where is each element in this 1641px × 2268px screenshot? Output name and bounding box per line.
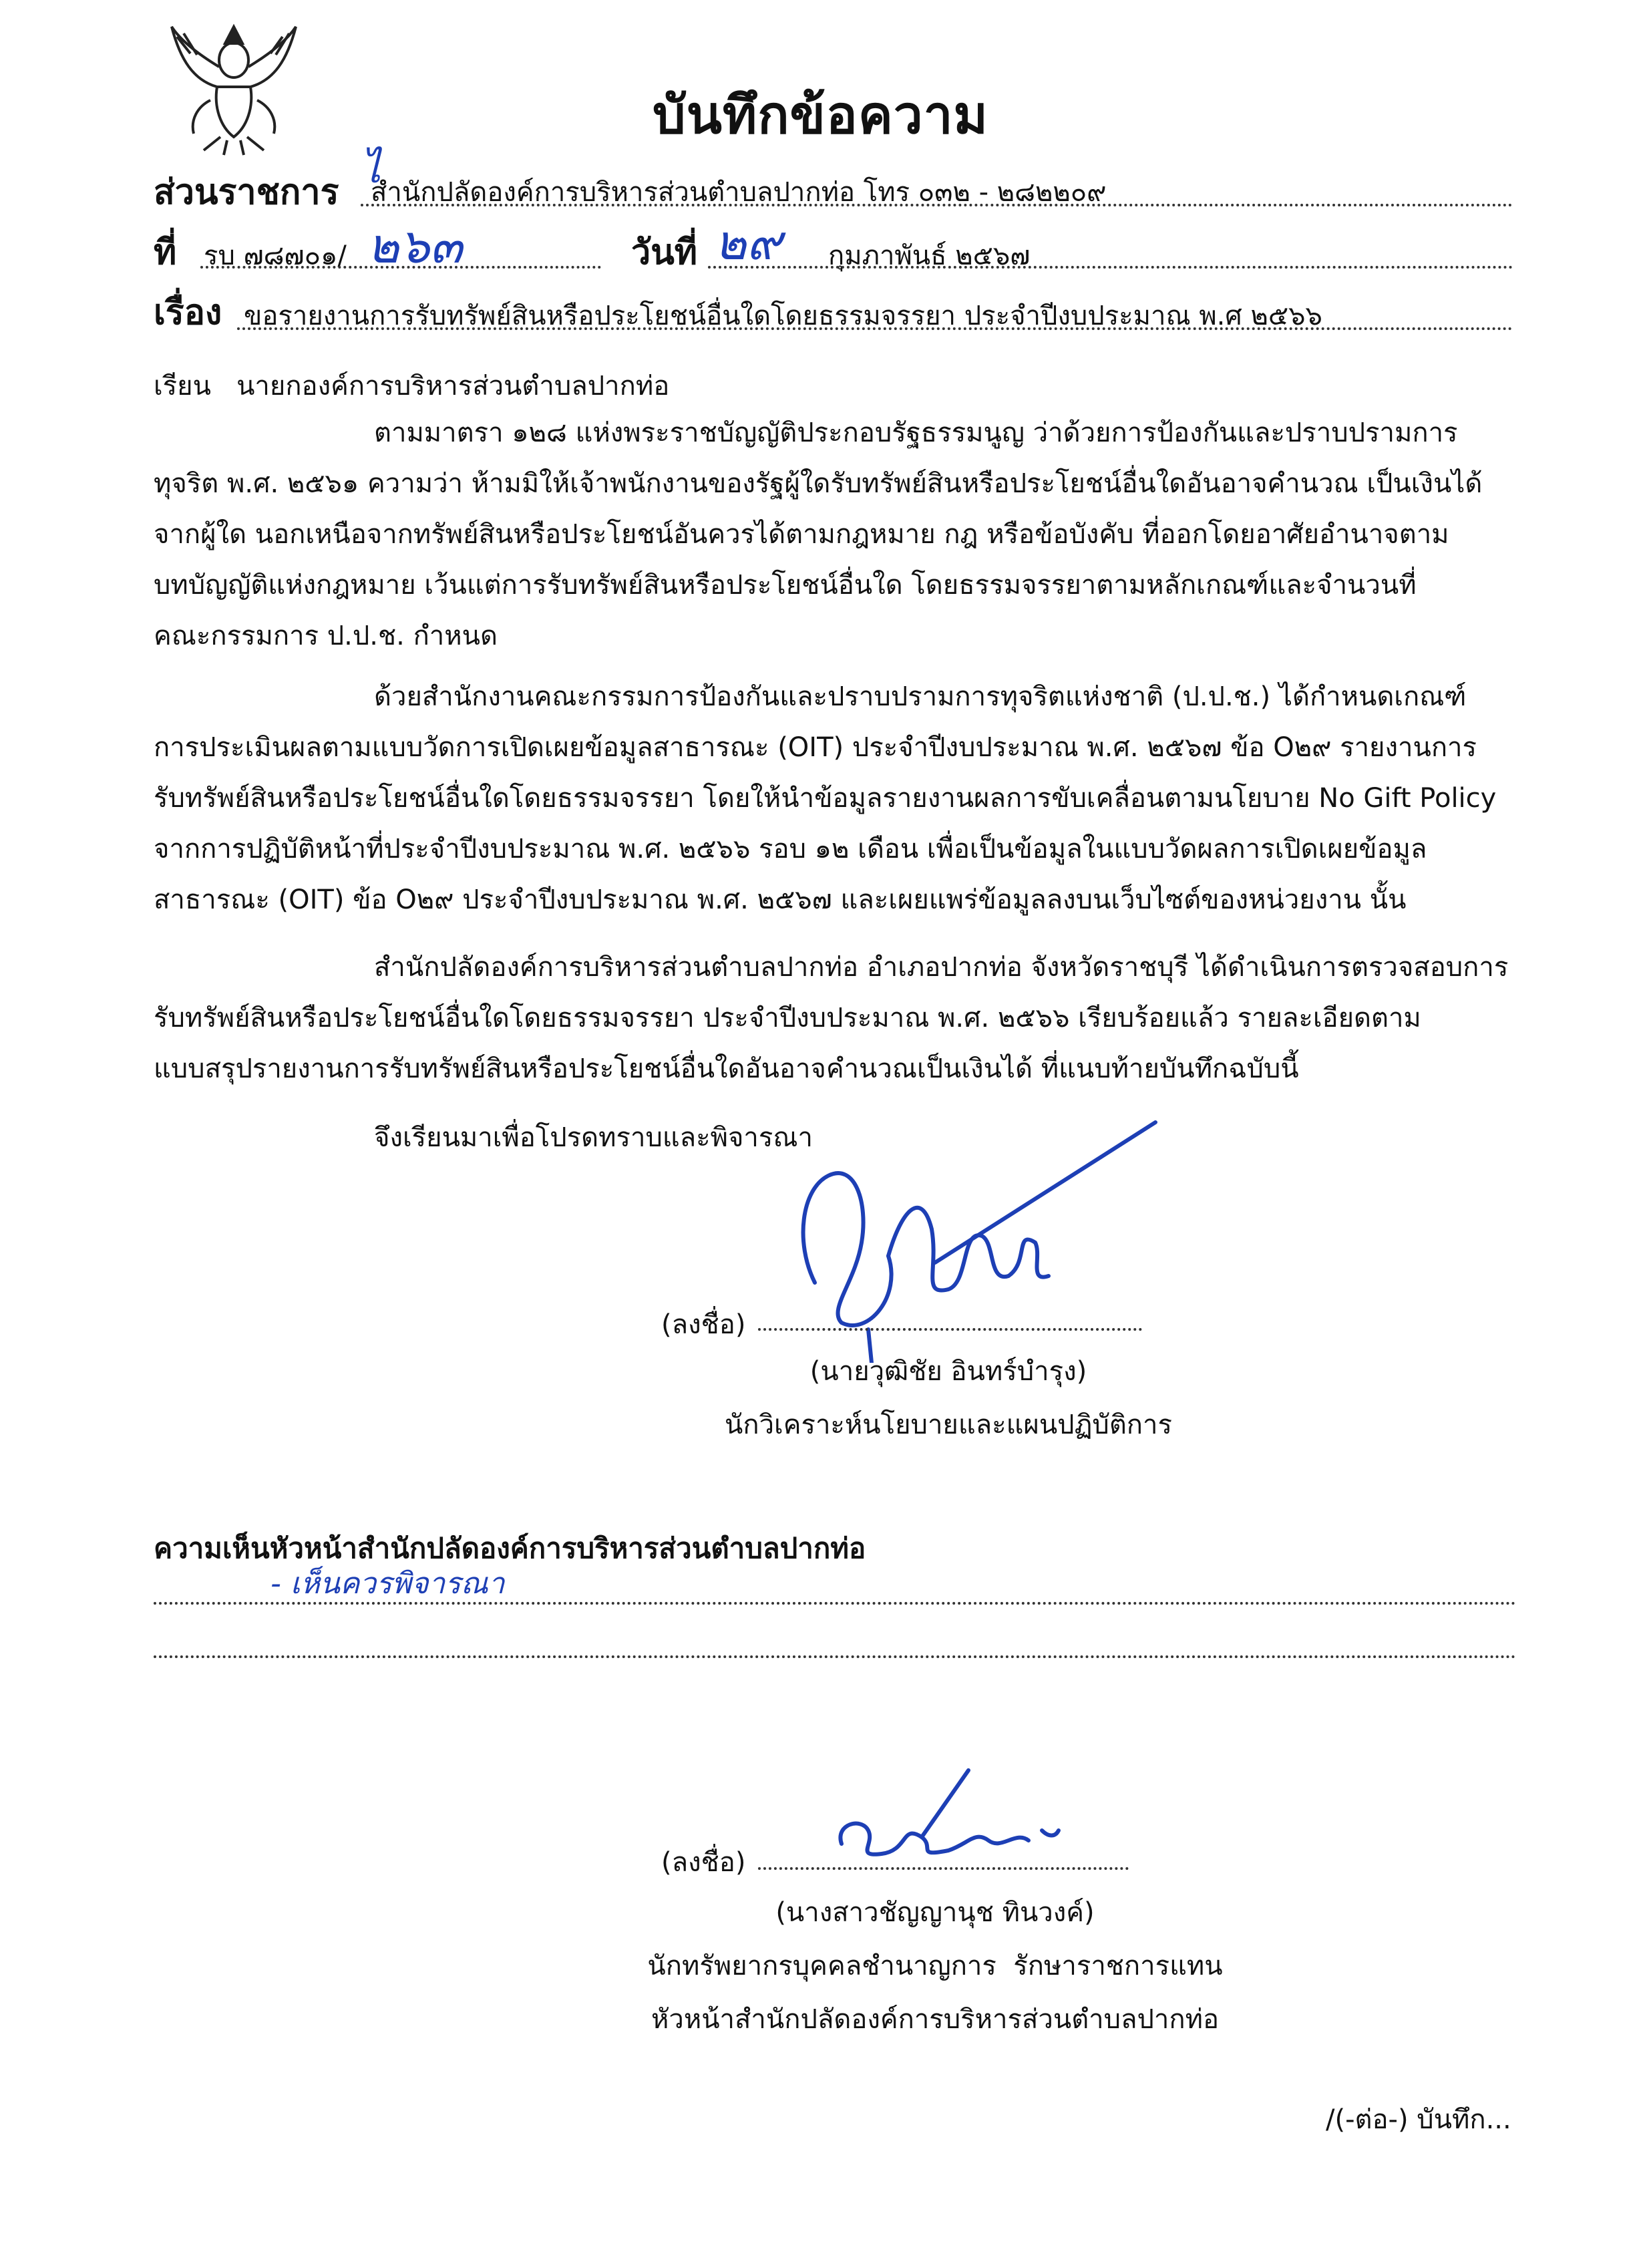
signature-2-position-2: หัวหน้าสำนักปลัดองค์การบริหารส่วนตำบลปากท่อ: [651, 2004, 1219, 2035]
signature-1-name: (นายวุฒิชัย อินทร์บำรุง): [809, 1356, 1087, 1387]
date-label: วันที่: [631, 232, 698, 273]
signature-1-label: (ลงชื่อ): [661, 1309, 746, 1340]
paragraph-line: บทบัญญัติแห่งกฎหมาย เว้นแต่การรับทรัพย์สินหรือประโยชน์อื่นใด โดยธรรมจรรยาตามหลักเกณฑ์และจำนวนที่: [154, 570, 1417, 601]
paragraph-line: คณะกรรมการ ป.ป.ช. กำหนด: [154, 621, 498, 651]
paragraph-line: สำนักปลัดองค์การบริหารส่วนตำบลปากท่อ อำเภอปากท่อ จังหวัดราชบุรี ได้ดำเนินการตรวจสอบการ: [374, 952, 1509, 983]
signature-1-image: [788, 1109, 1175, 1363]
paragraph-line: จากการปฏิบัติหน้าที่ประจำปีงบประมาณ พ.ศ. ๒๕๖๖ รอบ ๑๒ เดือน เพื่อเป็นข้อมูลในแบบวัดผลการเปิดเผยข้อมูล: [154, 834, 1427, 864]
paragraph-2: [154, 671, 1516, 925]
ref-label: ที่: [154, 232, 177, 273]
date-dotted-line: [708, 266, 1513, 269]
signature-2-name: (นางสาวชัญญานุช ทินวงค์): [775, 1897, 1095, 1928]
paragraph-line: ตามมาตรา ๑๒๘ แห่งพระราชบัญญัติประกอบรัฐธรรมนูญ ว่าด้วยการป้องกันและปราบปรามการ: [374, 418, 1458, 448]
paragraph-line: การประเมินผลตามแบบวัดการเปิดเผยข้อมูลสาธารณะ (OIT) ประจำปีงบประมาณ พ.ศ. ๒๕๖๗ ข้อ O๒๙ รายงานการ: [154, 732, 1477, 763]
subject-dotted-line: [237, 327, 1513, 330]
signature-2-label: (ลงชื่อ): [661, 1847, 746, 1878]
opinion-dotted-line-2: [154, 1655, 1516, 1658]
salutation: เรียน นายกองค์การบริหารส่วนตำบลปากท่อ: [154, 371, 670, 401]
signature-1-line: [758, 1328, 1142, 1331]
paragraph-line: รับทรัพย์สินหรือประโยชน์อื่นใดโดยธรรมจรรยา โดยให้นำข้อมูลรายงานผลการขับเคลื่อนตามนโยบาย No Gift Policy: [154, 783, 1497, 814]
subject-label: เรื่อง: [154, 293, 222, 333]
subject-value: ขอรายงานการรับทรัพย์สินหรือประโยชน์อื่นใดโดยธรรมจรรยา ประจำปีงบประมาณ พ.ศ ๒๕๖๖: [244, 301, 1322, 331]
closing-text: จึงเรียนมาเพื่อโปรดทราบและพิจารณา: [374, 1122, 813, 1153]
opinion-handwritten: - เห็นควรพิจารณา: [270, 1567, 505, 1601]
paragraph-line: ทุจริต พ.ศ. ๒๕๖๑ ความว่า ห้ามมิให้เจ้าพนักงานของรัฐผู้ใดรับทรัพย์สินหรือประโยชน์อื่นใดอันอาจคำนวณ เป็นเงินได้: [154, 468, 1483, 499]
continuation-note: /(-ต่อ-) บันทึก...: [1326, 2104, 1511, 2135]
ref-handwritten: ๒๖๓: [367, 218, 463, 274]
opinion-dotted-line-1: [154, 1602, 1516, 1605]
paragraph-1: [154, 408, 1516, 661]
paragraph-line: สาธารณะ (OIT) ข้อ O๒๙ ประจำปีงบประมาณ พ.ศ. ๒๕๖๗ และเผยแพร่ข้อมูลลงบนเว็บไซต์ของหน่วยงาน นั้น: [154, 884, 1407, 915]
date-value: กุมภาพันธ์ ๒๕๖๗: [828, 240, 1031, 271]
paragraph-3: [154, 942, 1516, 1094]
paragraph-line: จากผู้ใด นอกเหนือจากทรัพย์สินหรือประโยชน์อันควรได้ตามกฎหมาย กฎ หรือข้อบังคับ ที่ออกโดยอาศัยอำนาจตาม: [154, 519, 1449, 550]
handwritten-mark: ไ: [361, 146, 381, 192]
paragraph-line: แบบสรุปรายงานการรับทรัพย์สินหรือประโยชน์อื่นใดอันอาจคำนวณเป็นเงินได้ ที่แนบท้ายบันทึกฉบับนี้: [154, 1054, 1299, 1084]
signature-2-line: [758, 1867, 1129, 1870]
paragraph-line: รับทรัพย์สินหรือประโยชน์อื่นใดโดยธรรมจรรยา ประจำปีงบประมาณ พ.ศ. ๒๕๖๖ เรียบร้อยแล้ว รายละเอียดตาม: [154, 1003, 1421, 1033]
signature-1-position: นักวิเคราะห์นโยบายและแผนปฏิบัติการ: [725, 1410, 1172, 1440]
ref-dotted-line: [200, 266, 601, 269]
page-title: บันทึกข้อความ: [653, 86, 988, 146]
paragraph-line: ด้วยสำนักงานคณะกรรมการป้องกันและปราบปรามการทุจริตแห่งชาติ (ป.ป.ช.) ได้กำหนดเกณฑ์: [374, 681, 1467, 712]
agency-label: ส่วนราชการ: [154, 172, 339, 212]
agency-dotted-line: [361, 204, 1513, 206]
signature-2-position-1: นักทรัพยากรบุคคลชำนาญการ รักษาราชการแทน: [647, 1951, 1223, 1981]
signature-2-image: [822, 1764, 1115, 1864]
date-day-handwritten: ๒๙: [715, 214, 782, 271]
ref-value: รบ ๗๘๗๐๑/: [204, 240, 347, 271]
agency-value: สำนักปลัดองค์การบริหารส่วนตำบลปากท่อ โทร ๐๓๒ - ๒๘๒๒๐๙: [371, 177, 1107, 208]
opinion-heading: ความเห็นหัวหน้าสำนักปลัดองค์การบริหารส่วนตำบลปากท่อ: [154, 1532, 866, 1565]
